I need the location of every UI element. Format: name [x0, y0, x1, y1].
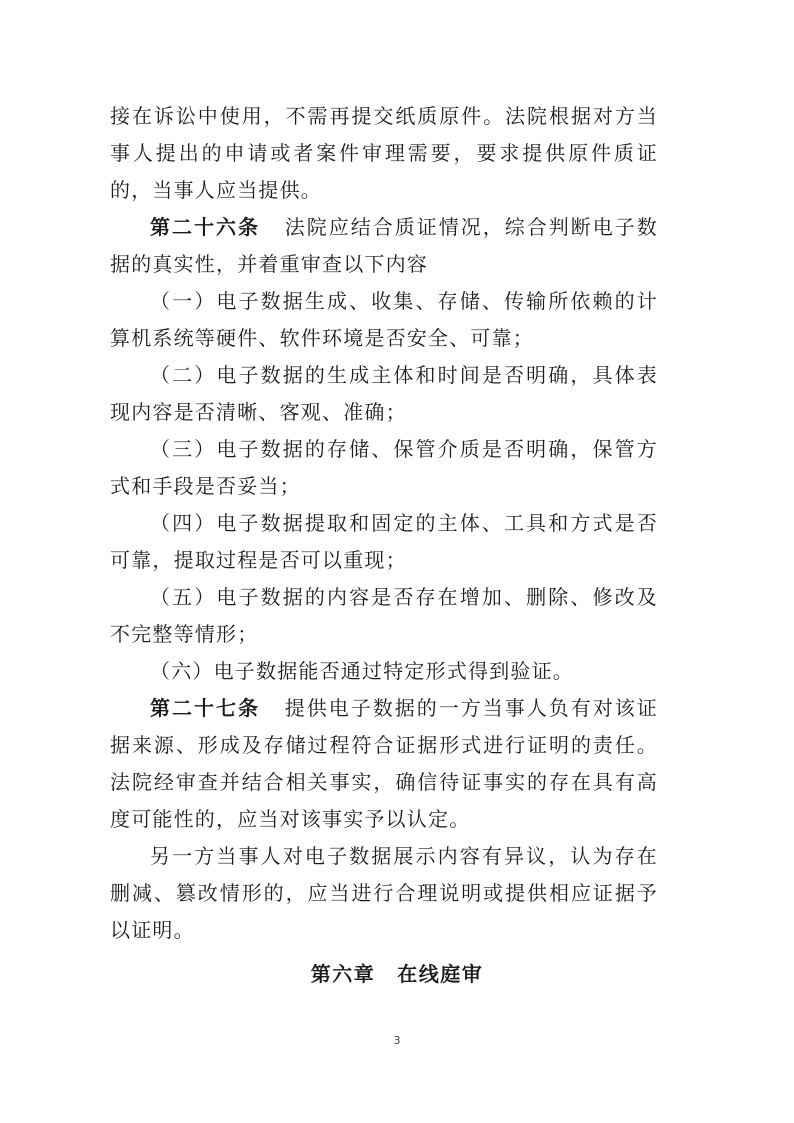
chapter-title: 在线庭审	[397, 962, 484, 986]
item-4: （四）电子数据提取和固定的主体、工具和方式是否可靠，提取过程是否可以重现；	[110, 511, 658, 572]
item-1: （一）电子数据生成、收集、存储、传输所依赖的计算机系统等硬件、软件环境是否安全、可靠；	[110, 289, 658, 350]
article-27-title: 第二十七条	[150, 696, 260, 720]
article-27	[110, 690, 658, 838]
chapter-number: 第六章	[310, 962, 376, 986]
article-26-title: 第二十六条	[150, 215, 260, 239]
paragraph-objection: 另一方当事人对电子数据展示内容有异议，认为存在删减、篡改情形的，应当进行合理说明或提供相应证据予以证明。	[110, 844, 658, 942]
article-26-text: 法院应结合质证情况，综合判断电子数据的真实性，并着重审查以下内容	[110, 215, 658, 276]
item-5: （五）电子数据的内容是否存在增加、删除、修改及不完整等情形；	[110, 585, 658, 646]
paragraph-continuation: 接在诉讼中使用，不需再提交纸质原件。法院根据对方当事人提出的申请或者案件审理需要，要求提供原件质证的，当事人应当提供。	[110, 104, 658, 202]
item-2: （二）电子数据的生成主体和时间是否明确，具体表现内容是否清晰、客观、准确；	[110, 363, 658, 424]
item-3: （三）电子数据的存储、保管介质是否明确，保管方式和手段是否妥当；	[110, 437, 658, 498]
article-26	[110, 209, 658, 283]
item-6: （六）电子数据能否通过特定形式得到验证。	[150, 659, 574, 683]
chapter-heading	[0, 958, 794, 987]
page-number: 3	[393, 1034, 401, 1047]
article-27-text: 提供电子数据的一方当事人负有对该证据来源、形成及存储过程符合证据形式进行证明的责任。法院经审查并结合相关事实，确信待证事实的存在具有高度可能性的，应当对该事实予以认定。	[110, 696, 658, 831]
